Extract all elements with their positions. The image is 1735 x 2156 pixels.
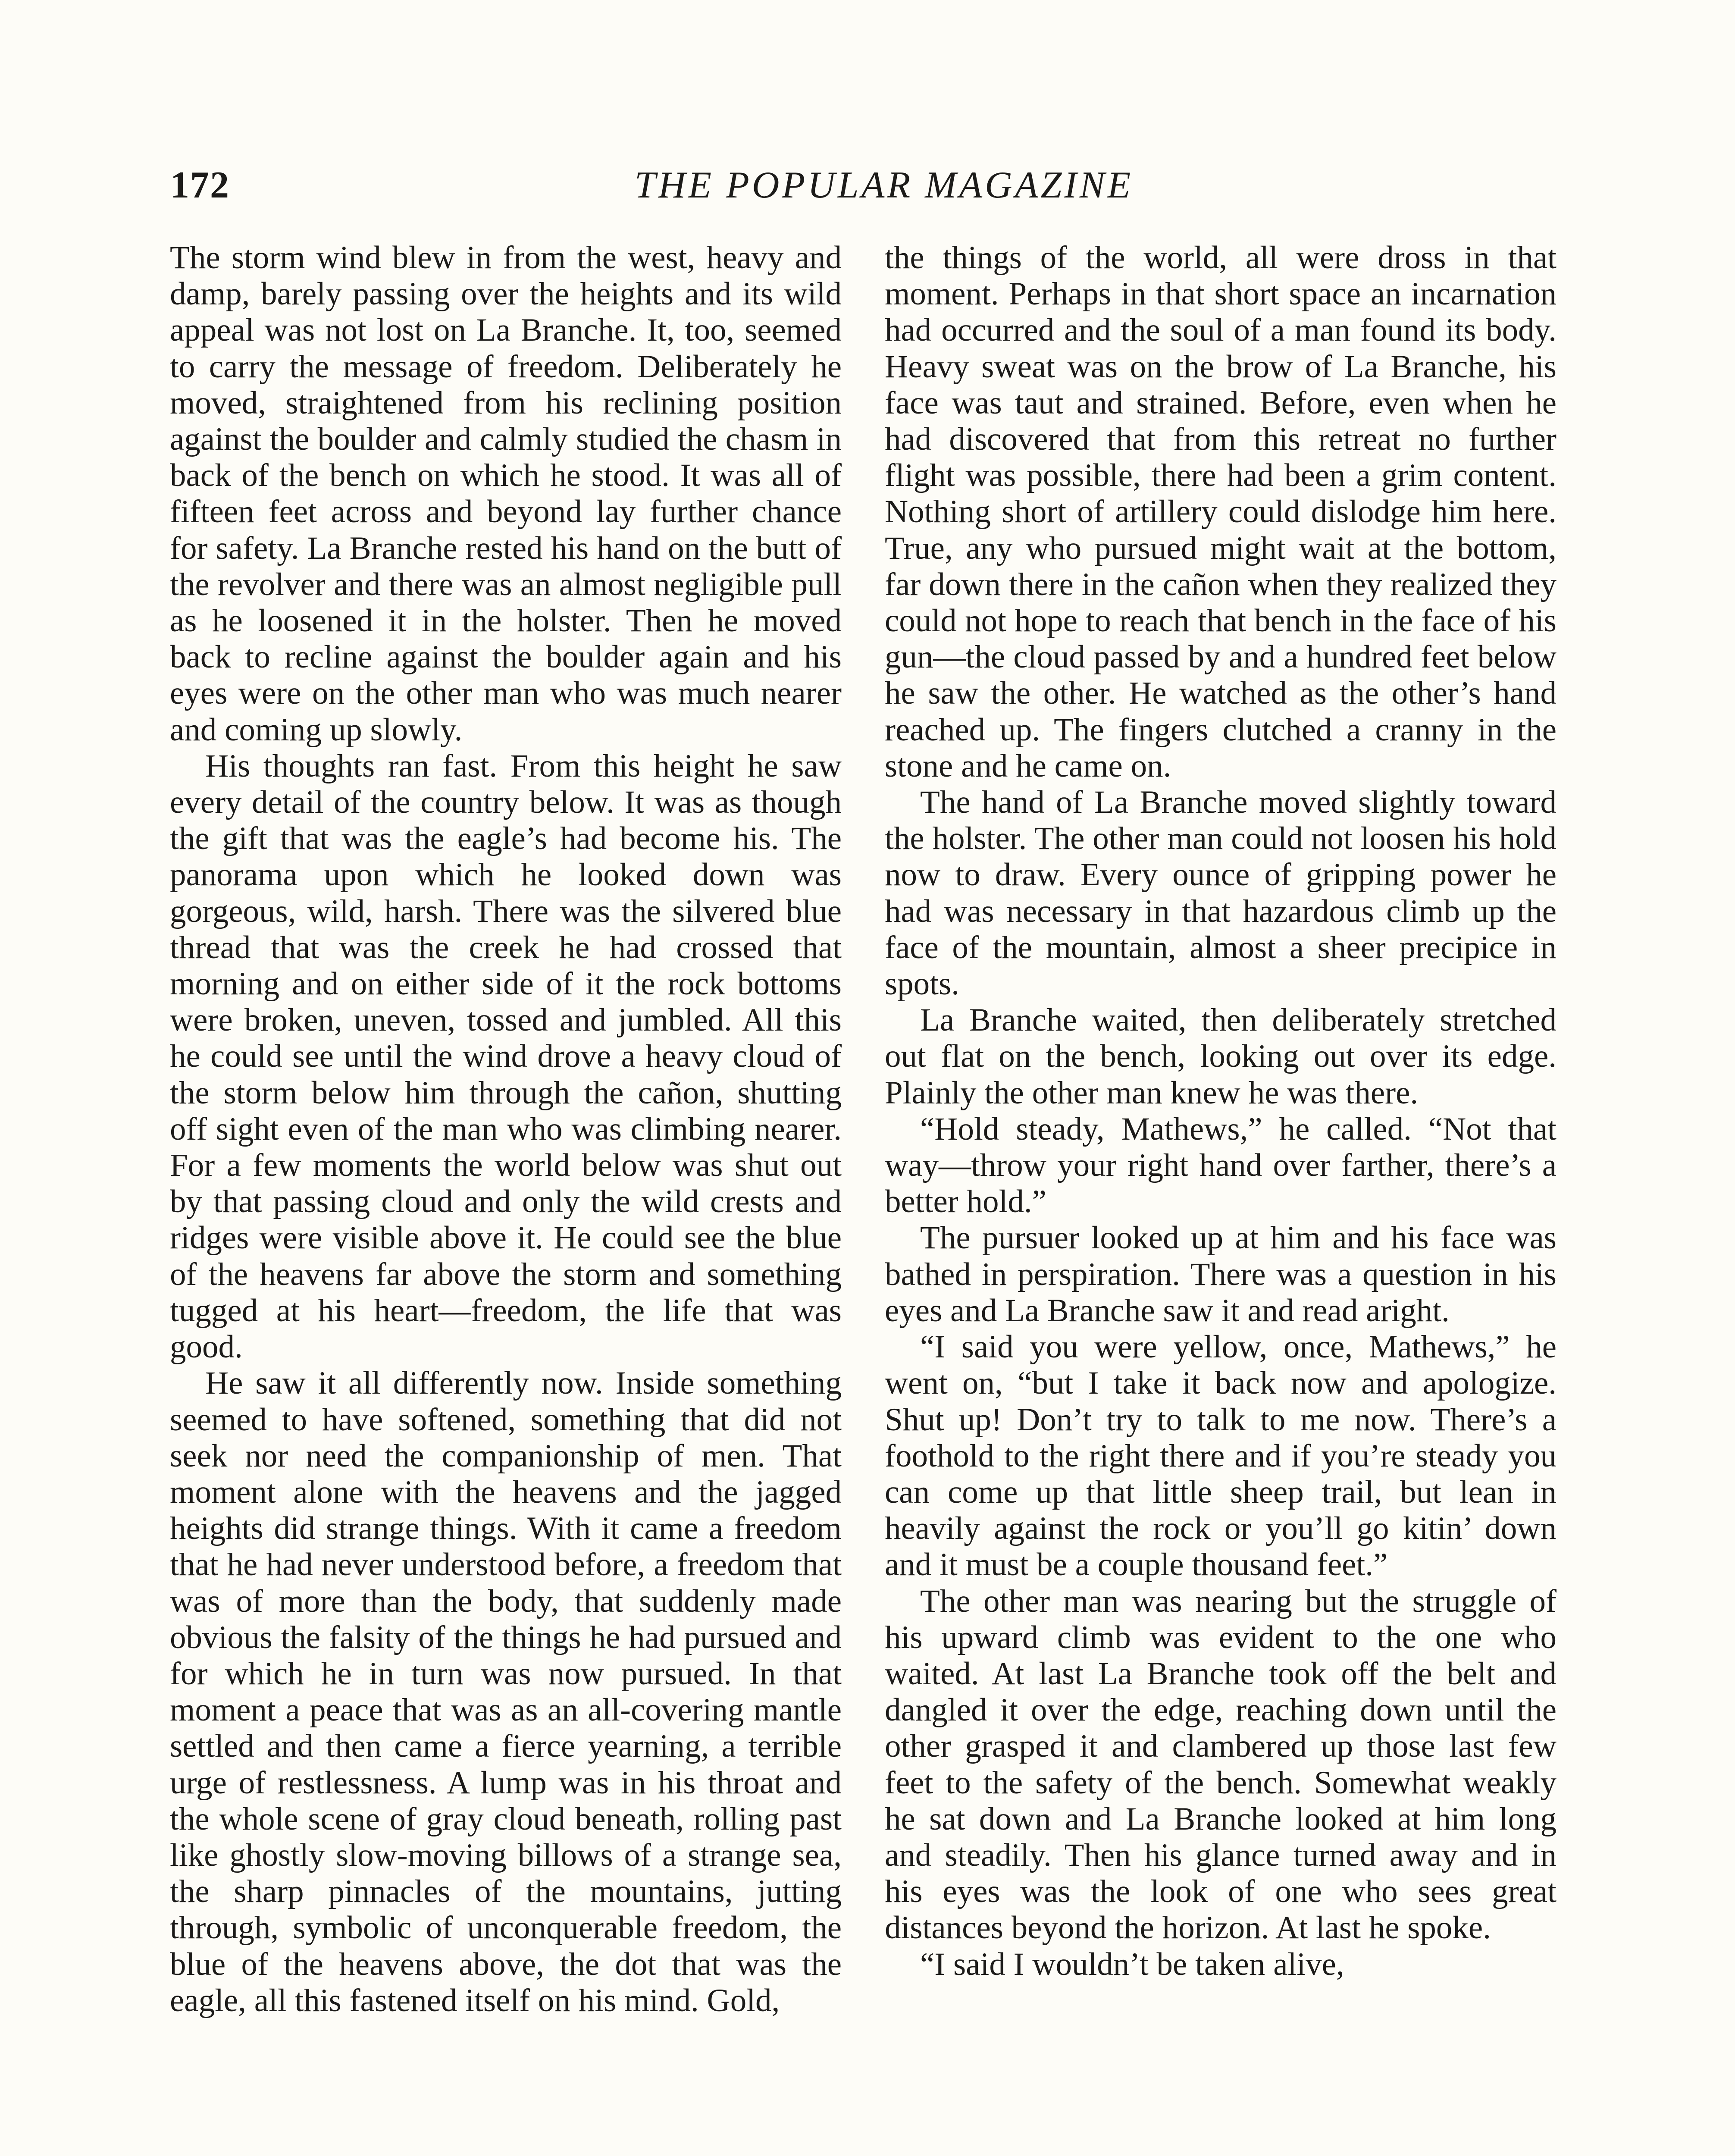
- paragraph: His thoughts ran fast. From this height he saw every detail of the country below. It was as though the gift that was the eagle’s had become his. The panorama upon which he looked down was gorgeous, wild, harsh. There was the silvered blue thread that was the creek he had crossed that morning and on either side of it the rock bottoms were broken, uneven, tossed and jumbled. All this he could see until the wind drove a heavy cloud of the storm below him through the cañon, shutting off sight even of the man who was climbing nearer. For a few moments the world below was shut out by that passing cloud and only the wild crests and ridges were visible above it. He could see the blue of the heavens far above the storm and something tugged at his heart—freedom, the life that was good.: [170, 748, 842, 1365]
- paragraph: La Branche waited, then deliberately stretched out flat on the bench, looking out over its edge. Plainly the other man knew he was there.: [885, 1002, 1556, 1111]
- running-title: THE POPULAR MAGAZINE: [634, 164, 1134, 206]
- paragraph: The other man was nearing but the struggle of his upward climb was evident to the one who waited. At last La Branche took off the belt and dangled it over the edge, reaching down until the other grasped it and clambered up those last few feet to the safety of the bench. Somewhat weakly he sat down and La Branche looked at him long and steadily. Then his glance turned away and in his eyes was the look of one who sees great distances beyond the horizon. At last he spoke.: [885, 1583, 1556, 1946]
- paragraph: the things of the world, all were dross in that moment. Perhaps in that short space an incarnation had occurred and the soul of a man found its body. Heavy sweat was on the brow of La Branche, his face was taut and strained. Before, even when he had discovered that from this retreat no further flight was possible, there had been a grim content. Nothing short of artillery could dislodge him here. True, any who pursued might wait at the bottom, far down there in the cañon when they realized they could not hope to reach that bench in the face of his gun—the cloud passed by and a hundred feet below he saw the other. He watched as the other’s hand reached up. The fingers clutched a cranny in the stone and he came on.: [885, 240, 1556, 784]
- right-text-column: [885, 240, 1556, 1983]
- page-number: 172: [170, 164, 230, 206]
- paragraph: The storm wind blew in from the west, heavy and damp, barely passing over the heights and its wild appeal was not lost on La Branche. It, too, seemed to carry the message of freedom. Deliberately he moved, straightened from his reclining position against the boulder and calmly studied the chasm in back of the bench on which he stood. It was all of fifteen feet across and beyond lay further chance for safety. La Branche rested his hand on the butt of the revolver and there was an almost negligible pull as he loosened it in the holster. Then he moved back to recline against the boulder again and his eyes were on the other man who was much nearer and coming up slowly.: [170, 240, 842, 748]
- left-text-column: [170, 240, 842, 2019]
- paragraph: The hand of La Branche moved slightly toward the holster. The other man could not loosen his hold now to draw. Every ounce of gripping power he had was necessary in that hazardous climb up the face of the mountain, almost a sheer precipice in spots.: [885, 784, 1556, 1002]
- paragraph: “I said I wouldn’t be taken alive,: [920, 1946, 1344, 1982]
- paragraph: “I said you were yellow, once, Mathews,” he went on, “but I take it back now and apologize. Shut up! Don’t try to talk to me now. There’s a foothold to the right there and if you’re steady you can come up that little sheep trail, but lean in heavily against the rock or you’ll go kitin’ down and it must be a couple thousand feet.”: [885, 1329, 1556, 1583]
- paragraph: The pursuer looked up at him and his face was bathed in perspiration. There was a question in his eyes and La Branche saw it and read aright.: [885, 1220, 1556, 1329]
- paragraph: He saw it all differently now. Inside something seemed to have softened, something that did not seek nor need the companionship of men. That moment alone with the heavens and the jagged heights did strange things. With it came a freedom that he had never understood before, a freedom that was of more than the body, that suddenly made obvious the falsity of the things he had pursued and for which he in turn was now pursued. In that moment a peace that was as an all-covering mantle settled and then came a fierce yearning, a terrible urge of restlessness. A lump was in his throat and the whole scene of gray cloud beneath, rolling past like ghostly slow-moving billows of a strange sea, the sharp pinnacles of the mountains, jutting through, symbolic of unconquerable freedom, the blue of the heavens above, the dot that was the eagle, all this fastened itself on his mind. Gold,: [170, 1365, 842, 2018]
- paragraph: “Hold steady, Mathews,” he called. “Not that way—throw your right hand over farther, there’s a better hold.”: [885, 1111, 1556, 1220]
